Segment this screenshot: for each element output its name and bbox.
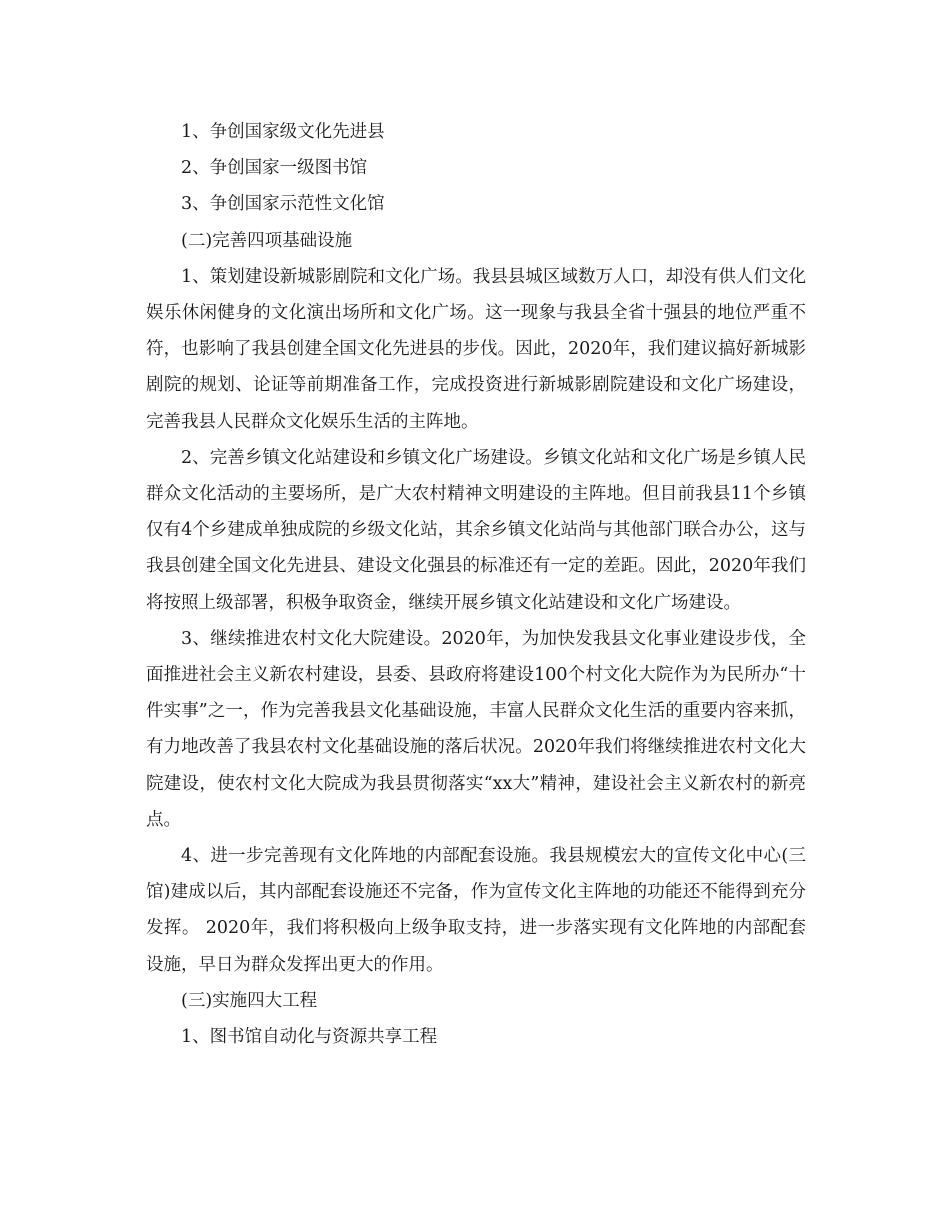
item-national-culture-hall: 3、争创国家示范性文化馆 bbox=[181, 194, 385, 215]
paragraph-internal-facilities: 4、进一步完善现有文化阵地的内部配套设施。我县规模宏大的宣传文化中心(三馆)建成以后，其内部配套设施还不完备，作为宣传文化主阵地的功能还不能得到充分发挥。 2020年，我们将积极向上级争取支持，进一步落实现有文化阵地的内部配套设施，早日为群众发挥出更大的作用。 bbox=[146, 846, 806, 975]
section-heading-four-projects: (三)实施四大工程 bbox=[181, 990, 318, 1011]
item-library-automation: 1、图书馆自动化与资源共享工程 bbox=[181, 1027, 438, 1048]
item-national-library: 2、争创国家一级图书馆 bbox=[181, 158, 368, 179]
document-body bbox=[146, 114, 806, 1055]
paragraph-township-culture-station: 2、完善乡镇文化站建设和乡镇文化广场建设。乡镇文化站和文化广场是乡镇人民群众文化活动的主要场所，是广大农村精神文明建设的主阵地。但目前我县11个乡镇仅有4个乡建成单独成院的乡级文化站，其余乡镇文化站尚与其他部门联合办公，这与我县创建全国文化先进县、建设文化强县的标准还有一定的差距。因此，2020年我们将按照上级部署，积极争取资金，继续开展乡镇文化站建设和文化广场建设。 bbox=[146, 447, 806, 613]
paragraph-theater-plaza: 1、策划建设新城影剧院和文化广场。我县县城区域数万人口，却没有供人们文化娱乐休闲健身的文化演出场所和文化广场。这一现象与我县全省十强县的地位严重不符，也影响了我县创建全国文化先进县的步伐。因此，2020年，我们建议搞好新城影剧院的规划、论证等前期准备工作，完成投资进行新城影剧院建设和文化广场建设，完善我县人民群众文化娱乐生活的主阵地。 bbox=[146, 266, 806, 432]
section-heading-infrastructure: (二)完善四项基础设施 bbox=[181, 230, 353, 251]
item-national-culture-county: 1、争创国家级文化先进县 bbox=[181, 122, 385, 142]
paragraph-rural-culture-compound: 3、继续推进农村文化大院建设。2020年，为加快发我县文化事业建设步伐，全面推进社会主义新农村建设，县委、县政府将建设100个村文化大院作为为民所办“十件实事”之一，作为完善我县文化基础设施，丰富人民群众文化生活的重要内容来抓，有力地改善了我县农村文化基础设施的落后状况。2020年我们将继续推进农村文化大院建设，使农村文化大院成为我县贯彻落实“xx大”精神，建设社会主义新农村的新亮点。 bbox=[146, 628, 806, 830]
